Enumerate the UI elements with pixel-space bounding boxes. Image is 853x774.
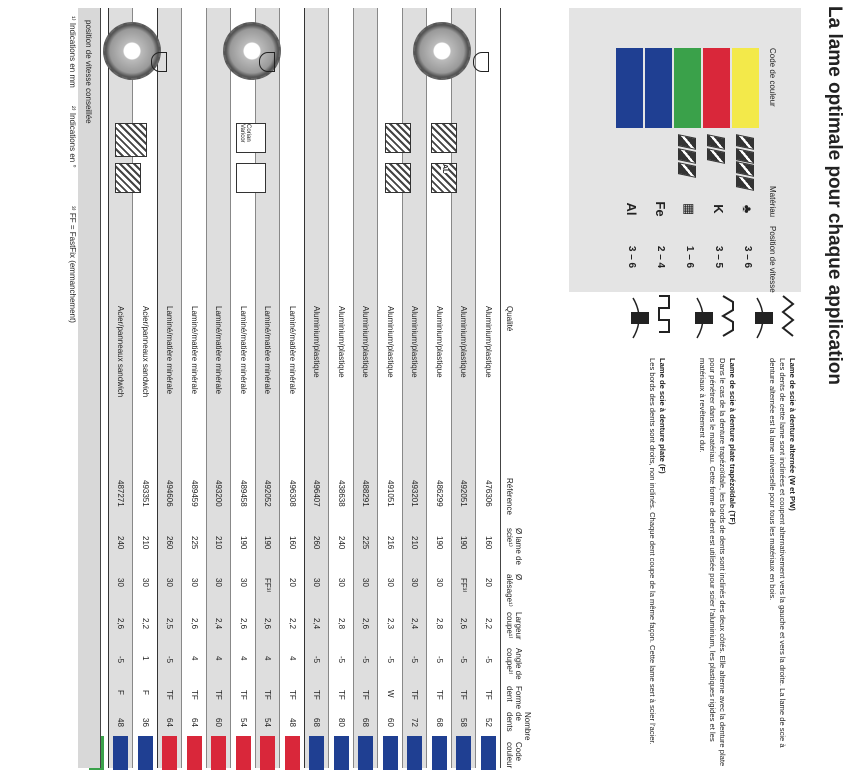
speed-position-icon (151, 52, 167, 72)
sheet-material-icon (385, 123, 411, 153)
cell-ref: 493351 (141, 480, 150, 507)
cell-diam: 190 (239, 536, 248, 550)
cell-teeth: 58 (459, 718, 469, 727)
color-swatch-blue (645, 48, 672, 128)
plastic-sheet-icon (385, 163, 411, 193)
cell-quality: Aluminium/plastique (459, 306, 469, 378)
cell-width: 2,8 (337, 618, 346, 630)
cell-form: TF (484, 690, 493, 700)
alternate-tooth-text: Les dents de cette lame sont inclinées et coupent alternativement vers la gauche et vers la droite. La lame de scie à denture alternée est la lame universelle pour tous les matériaux en bois. (768, 358, 787, 748)
corrugated-material-icon (115, 123, 147, 157)
cell-teeth: 54 (263, 718, 273, 727)
mineral-material-icon (236, 123, 266, 153)
cell-width: 2,4 (312, 618, 322, 630)
cell-teeth: 54 (239, 718, 248, 727)
aluminium-saw-blade-image (413, 22, 471, 80)
cell-quality: Laminé/matière minérale (263, 306, 273, 395)
cell-bore: 30 (239, 578, 248, 587)
color-code-chip (383, 736, 398, 770)
cell-width: 2,8 (435, 618, 444, 630)
cell-diam: 160 (484, 536, 493, 550)
table-row (133, 8, 158, 768)
cell-width: 2,2 (141, 618, 150, 630)
cell-angle: 4 (263, 656, 273, 661)
table-row (304, 8, 329, 768)
cell-angle: 4 (190, 656, 199, 661)
cell-width: 2,6 (263, 618, 273, 630)
cell-angle: -5 (312, 656, 322, 664)
cell-diam: 210 (410, 536, 420, 550)
cell-ref: 492051 (459, 480, 469, 507)
cell-diam: 260 (312, 536, 322, 550)
col-quality: Qualité (505, 306, 514, 332)
wood-icon (736, 161, 754, 176)
cell-angle: -5 (435, 656, 444, 664)
col-angle: Angle de coupe²⁾ (505, 648, 523, 680)
aluminium-material-icon (431, 163, 457, 193)
color-code-chip (310, 736, 325, 770)
cell-bore: 30 (386, 578, 395, 587)
al-label: AL (441, 164, 448, 174)
cell-quality: Acier/panneaux sandwich (141, 306, 150, 398)
col-diameter: Ø lame de scie¹⁾ (505, 528, 523, 565)
cell-bore: FF³⁾ (459, 578, 469, 593)
cell-bore: 30 (361, 578, 371, 587)
table-row (402, 8, 427, 768)
cell-bore: 30 (141, 578, 150, 587)
cell-quality: Aluminium/plastique (312, 306, 322, 378)
cell-teeth: 68 (435, 718, 444, 727)
cell-bore: 30 (435, 578, 444, 587)
cell-angle: -5 (386, 656, 395, 664)
color-code-chip (285, 736, 300, 770)
cell-quality: Laminé/matière minérale (288, 306, 297, 395)
cell-width: 2,2 (288, 618, 297, 630)
trapezoid-tooth-icon (691, 292, 737, 344)
cell-form: F (141, 690, 150, 695)
color-code-chip (261, 736, 276, 770)
table-row (206, 8, 231, 768)
cell-form: TF (263, 690, 273, 700)
cell-angle: 4 (239, 656, 248, 661)
cell-ref: 496407 (312, 480, 322, 507)
color-swatch-blue-2 (616, 48, 643, 128)
cell-teeth: 80 (337, 718, 346, 727)
cell-ref: 493201 (410, 480, 420, 507)
cell-ref: 489458 (239, 480, 248, 507)
flat-tooth-text: Les bords des dents sont droits, non inclinés. Chaque dent coupe de la même façon. Cette lame sert à scier l’acier. (648, 358, 657, 745)
cell-teeth: 48 (288, 718, 297, 727)
cell-width: 2,6 (190, 618, 199, 630)
speed-range: 1 – 6 (684, 245, 695, 269)
wood-material-icons (733, 136, 757, 188)
cell-diam: 240 (116, 536, 126, 550)
cell-diam: 260 (165, 536, 175, 550)
cell-bore: 20 (484, 578, 493, 587)
cell-angle: 4 (214, 656, 224, 661)
cell-bore: 30 (165, 578, 175, 587)
cell-width: 2,6 (239, 618, 248, 630)
color-swatch-yellow (732, 48, 759, 128)
cell-angle: -5 (459, 656, 469, 664)
material-symbol-wood: ♣ (740, 204, 755, 214)
trapezoid-tooth-text: Dans le cas de la denture trapézoïdale, les bords de dents sont inclinés des deux côtés. Elle alterne avec la denture plate pour pénétrer dans le matériau. Cette forme de dent est utilisée pour scier l’aluminium, les plastiques rigides et les matériaux à revêtement dur. (698, 358, 727, 767)
col-reference: Référence (505, 478, 514, 515)
legend-color-header: Code de couleur (768, 48, 777, 107)
page-title: La lame optimale pour chaque application (824, 6, 845, 386)
cell-bore: 30 (214, 578, 224, 587)
cell-form: TF (214, 690, 224, 700)
table-row (476, 8, 501, 768)
plastic-material-icons (704, 136, 728, 188)
cell-bore: 30 (116, 578, 126, 587)
table-row (451, 8, 476, 768)
cell-teeth: 68 (312, 718, 322, 727)
laminate-icon (678, 148, 696, 164)
footnote-2: ²⁾ Indications en ° (68, 106, 77, 168)
table-row (231, 8, 256, 768)
cell-angle: -5 (337, 656, 346, 664)
cell-quality: Laminé/matière minérale (165, 306, 175, 395)
table-row (108, 8, 133, 768)
color-code-chip (481, 736, 496, 770)
material-symbol-aluminium: Al (624, 202, 639, 216)
sandwich-panel-icon (115, 163, 141, 193)
cell-teeth: 36 (141, 718, 150, 727)
speed-note: position de vitesse conseillée (84, 20, 93, 124)
flat-tooth-icon (627, 292, 673, 344)
cell-angle: -5 (116, 656, 126, 664)
cell-teeth: 60 (386, 718, 395, 727)
color-code-chip (432, 736, 447, 770)
col-color: Code couleur (505, 742, 523, 769)
cell-form: TF (312, 690, 322, 700)
cell-form: TF (459, 690, 469, 700)
color-code-chip (236, 736, 251, 770)
cell-angle: -5 (484, 656, 493, 664)
cell-ref: 488291 (361, 480, 371, 507)
color-code-legend (569, 8, 801, 292)
blade-table (84, 8, 562, 768)
color-swatch-red (703, 48, 730, 128)
laminate-material-icons (675, 136, 699, 188)
legend-material-header: Matériau (768, 186, 777, 218)
color-code-chip (457, 736, 472, 770)
cell-form: TF (435, 690, 444, 700)
cell-quality: Aluminium/plastique (410, 306, 420, 378)
cell-diam: 240 (337, 536, 346, 550)
color-code-chip (163, 736, 178, 770)
cell-diam: 210 (214, 536, 224, 550)
cell-teeth: 64 (190, 718, 199, 727)
laminate-icon (678, 162, 696, 178)
col-width: Largeur coupe¹⁾ (505, 612, 523, 640)
cell-diam: 225 (190, 536, 199, 550)
cell-width: 2,6 (459, 618, 469, 630)
cell-form: W (386, 690, 395, 698)
cell-width: 2,4 (214, 618, 224, 630)
cell-quality: Acier/panneaux sandwich (116, 306, 126, 398)
cell-quality: Aluminium/plastique (337, 306, 346, 378)
table-row (378, 8, 403, 768)
cell-diam: 160 (288, 536, 297, 550)
steel-saw-blade-image (103, 22, 161, 80)
cell-bore: 20 (288, 578, 297, 587)
wood-icon (736, 175, 754, 190)
alternate-tooth-icon (751, 292, 797, 344)
color-code-chip (408, 736, 423, 770)
cell-teeth: 64 (165, 718, 175, 727)
speed-position-icon (259, 52, 275, 72)
color-swatch-green (674, 48, 701, 128)
cell-quality: Aluminium/plastique (435, 306, 444, 378)
material-symbol-plastic: K (711, 204, 726, 214)
cell-width: 2,2 (484, 618, 493, 630)
cell-ref: 476306 (484, 480, 493, 507)
cell-quality: Aluminium/plastique (484, 306, 493, 378)
flat-tooth-description (647, 358, 667, 768)
table-footer-band (78, 8, 101, 768)
cell-width: 2,6 (116, 618, 126, 630)
cell-teeth: 72 (410, 718, 420, 727)
footnote-1: ¹⁾ Indications en mm (68, 16, 77, 88)
cell-ref: 491051 (386, 480, 395, 507)
profile-material-icon (431, 123, 457, 153)
cell-form: TF (165, 690, 175, 700)
cell-angle: -5 (361, 656, 371, 664)
cell-quality: Aluminium/plastique (386, 306, 395, 378)
footnote-3: ³⁾ FF = FastFix (emmanchement) (68, 206, 77, 323)
color-code-chip (359, 736, 374, 770)
color-code-chip (138, 736, 153, 770)
cell-teeth: 60 (214, 718, 224, 727)
cell-ref: 486299 (435, 480, 444, 507)
material-symbol-construction: ▦ (682, 202, 697, 216)
table-row (329, 8, 354, 768)
col-teeth: Nombre de dents (505, 712, 532, 741)
speed-range: 3 – 5 (713, 245, 724, 269)
cell-quality: Aluminium/plastique (361, 306, 371, 378)
cell-teeth: 48 (116, 718, 126, 727)
color-code-chip (334, 736, 349, 770)
cell-angle: 1 (141, 656, 150, 661)
trapezoid-tooth-description (697, 358, 737, 768)
cell-bore: 30 (190, 578, 199, 587)
cell-angle: 4 (288, 656, 297, 661)
cell-width: 2,6 (361, 618, 371, 630)
plastic-icon (707, 148, 725, 164)
cell-diam: 190 (459, 536, 469, 550)
corian-label: Corian Varicor (239, 124, 251, 143)
cell-angle: -5 (410, 656, 420, 664)
cell-ref: 493200 (214, 480, 224, 507)
speed-position-icon (473, 52, 489, 72)
col-bore: Ø alésage¹⁾ (505, 574, 523, 607)
flat-tooth-title: Lame de scie à denture plate (F) (658, 358, 667, 474)
table-row (353, 8, 378, 768)
laminate-icon (678, 134, 696, 150)
table-body (84, 8, 501, 768)
cell-form: TF (361, 690, 371, 700)
cell-diam: 190 (263, 536, 273, 550)
cell-form: F (116, 690, 126, 695)
cell-diam: 190 (435, 536, 444, 550)
table-row (255, 8, 280, 768)
col-form: Forme dent (505, 686, 523, 710)
cell-angle: -5 (165, 656, 175, 664)
alternate-tooth-description (767, 358, 797, 768)
cell-bore: FF³⁾ (263, 578, 273, 593)
cell-quality: Laminé/matière minérale (214, 306, 224, 395)
table-row (157, 8, 182, 768)
alternate-tooth-title: Lame de scie à denture alternée (W et PW) (788, 358, 797, 511)
cell-diam: 225 (361, 536, 371, 550)
wood-icon (736, 148, 754, 163)
speed-range: 2 – 4 (655, 245, 666, 269)
cell-form: TF (190, 690, 199, 700)
laminate-sheet-icon (236, 163, 266, 193)
cell-diam: 216 (386, 536, 395, 550)
cell-bore: 30 (312, 578, 322, 587)
cell-bore: 30 (410, 578, 420, 587)
wood-icon (736, 134, 754, 149)
trapezoid-tooth-title: Lame de scie à denture plate trapézoïdale (TF) (728, 358, 737, 525)
cell-ref: 489459 (190, 480, 199, 507)
cell-width: 2,3 (386, 618, 395, 630)
cell-width: 2,4 (410, 618, 420, 630)
table-row (427, 8, 452, 768)
table-row (182, 8, 207, 768)
table-row (280, 8, 305, 768)
cell-quality: Laminé/matière minérale (239, 306, 248, 395)
table-header (500, 8, 561, 768)
cell-width: 2,5 (165, 618, 175, 630)
color-code-chip (114, 736, 129, 770)
plastic-icon (707, 134, 725, 150)
cell-teeth: 52 (484, 718, 493, 727)
cell-teeth: 68 (361, 718, 371, 727)
cell-ref: 494606 (165, 480, 175, 507)
color-code-chip (187, 736, 202, 770)
cell-bore: 30 (337, 578, 346, 587)
cell-quality: Laminé/matière minérale (190, 306, 199, 395)
cell-form: TF (239, 690, 248, 700)
cell-form: TF (288, 690, 297, 700)
speed-range: 3 – 6 (626, 245, 637, 269)
color-code-chip (212, 736, 227, 770)
cell-ref: 438638 (337, 480, 346, 507)
cell-ref: 492052 (263, 480, 273, 507)
speed-range: 3 – 6 (742, 245, 753, 269)
cell-diam: 210 (141, 536, 150, 550)
cell-ref: 487271 (116, 480, 126, 507)
legend-speed-header: Position de vitesse (768, 226, 777, 293)
cell-form: TF (410, 690, 420, 700)
cell-form: TF (337, 690, 346, 700)
cell-ref: 496308 (288, 480, 297, 507)
material-symbol-steel: Fe (653, 201, 668, 217)
